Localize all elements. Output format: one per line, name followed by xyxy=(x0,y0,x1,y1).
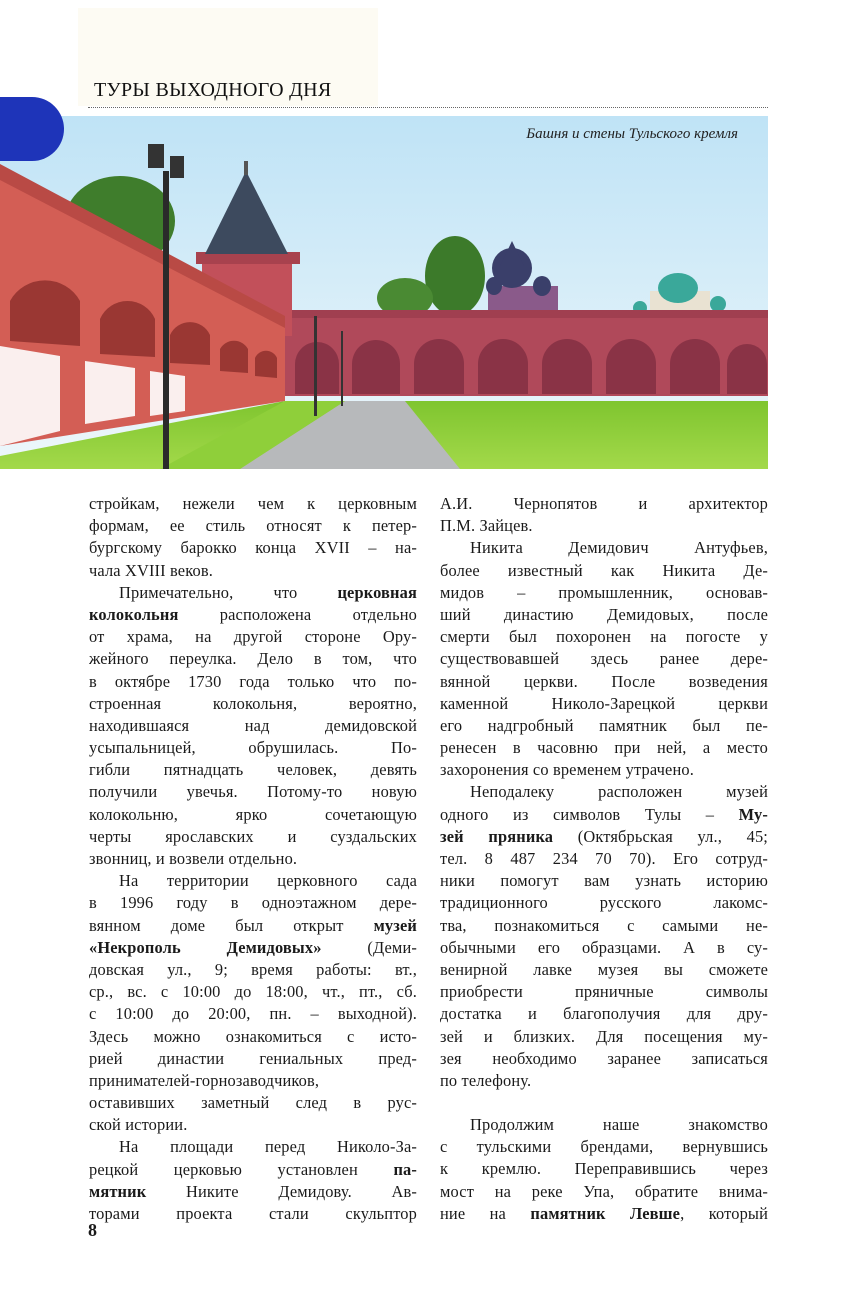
text-segment: достатка и благополучия для дру- xyxy=(440,1004,768,1024)
text-line xyxy=(89,715,417,737)
text-line xyxy=(440,493,768,515)
text-line xyxy=(440,1070,768,1092)
bold-text: церковная xyxy=(337,582,417,602)
text-line xyxy=(89,848,417,870)
text-line xyxy=(89,1136,417,1158)
text-line xyxy=(89,826,417,848)
text-line xyxy=(440,515,768,537)
text-segment: рецкой церковью установлен xyxy=(89,1159,394,1179)
text-line xyxy=(440,537,768,559)
text-segment: вянном доме был открыт xyxy=(89,915,374,935)
text-segment: Никите Демидову. Ав- xyxy=(146,1181,417,1201)
text-line xyxy=(89,870,417,892)
text-line xyxy=(440,892,768,914)
text-line xyxy=(89,892,417,914)
text-line xyxy=(89,737,417,759)
text-segment: мост на реке Упа, обратите внима- xyxy=(440,1181,768,1201)
text-line xyxy=(440,1158,768,1180)
text-line xyxy=(440,582,768,604)
text-segment: ший династию Демидовых, после xyxy=(440,604,768,624)
text-line xyxy=(440,937,768,959)
text-segment: ср., вс. с 10:00 до 18:00, чт., пт., сб. xyxy=(89,982,417,1002)
text-segment: в октябре 1730 года только что по- xyxy=(89,671,417,691)
text-segment: к кремлю. Переправившись через xyxy=(440,1159,768,1179)
text-segment: (Октябрьская ул., 45; xyxy=(553,826,768,846)
text-segment: довская ул., 9; время работы: вт., xyxy=(89,959,417,979)
bold-text: колокольня xyxy=(89,604,179,624)
text-segment: приобрести пряничные символы xyxy=(440,982,768,1002)
photo-caption: Башня и стены Тульского кремля xyxy=(526,126,738,142)
text-line xyxy=(89,1092,417,1114)
right-text-column xyxy=(440,493,768,1225)
text-line xyxy=(89,937,417,959)
bold-text: па- xyxy=(393,1159,417,1179)
text-line xyxy=(440,915,768,937)
text-line xyxy=(89,781,417,803)
text-line xyxy=(440,648,768,670)
text-segment: традиционного русского лакомс- xyxy=(440,893,768,913)
text-segment: получили увечья. Потому-то новую xyxy=(89,782,417,802)
text-segment: тел. 8 487 234 70 70). Его сотруд- xyxy=(440,849,768,868)
text-line xyxy=(440,1203,768,1225)
text-segment: На территории церковного сада xyxy=(119,871,417,891)
text-line xyxy=(440,604,768,626)
text-line xyxy=(89,1114,417,1136)
bold-text: зей пряника xyxy=(440,826,554,846)
text-segment: одного из символов Тулы – xyxy=(440,804,739,824)
text-line xyxy=(440,1026,768,1048)
text-segment: рией династии гениальных пред- xyxy=(89,1048,417,1068)
text-segment: формам, ее стиль относят к петер- xyxy=(89,516,417,536)
text-segment: захоронения со временем утрачено. xyxy=(440,760,694,780)
text-line xyxy=(89,671,417,693)
text-line xyxy=(440,959,768,981)
text-line xyxy=(440,626,768,648)
text-line xyxy=(440,1003,768,1025)
text-segment: гибли пятнадцать человек, девять xyxy=(89,760,417,780)
kremlin-photo xyxy=(0,116,768,469)
text-segment: находившаяся над демидовской xyxy=(89,715,417,735)
text-segment: усыпальницей, обрушилась. По- xyxy=(89,738,417,758)
text-segment: с 10:00 до 20:00, пн. – выходной). xyxy=(89,1004,417,1024)
chapter-tab xyxy=(0,97,64,161)
text-line xyxy=(440,781,768,803)
text-segment: Неподалеку расположен музей xyxy=(470,782,768,802)
text-segment: бургскому барокко конца XVII – на- xyxy=(89,538,417,558)
text-line xyxy=(440,1048,768,1070)
text-line xyxy=(89,515,417,537)
text-segment: более известный как Никита Де- xyxy=(440,560,768,580)
text-line xyxy=(89,560,417,582)
text-line xyxy=(89,1048,417,1070)
text-segment: ской истории. xyxy=(89,1115,188,1135)
text-segment: А.И. Чернопятов и архитектор xyxy=(440,494,768,513)
bold-text: памятник Левше xyxy=(530,1203,681,1223)
text-segment: оставивших заметный след в рус- xyxy=(89,1093,417,1113)
bold-text: Му- xyxy=(738,804,768,824)
bold-text: музей xyxy=(373,915,417,935)
left-text-column xyxy=(89,493,417,1225)
text-line xyxy=(440,1114,768,1136)
text-line xyxy=(440,671,768,693)
text-line xyxy=(89,693,417,715)
text-segment: венирной лавке музея вы сможете xyxy=(440,959,768,979)
text-segment: с тульскими брендами, вернувшись xyxy=(440,1137,768,1157)
text-line xyxy=(440,848,768,870)
text-line xyxy=(89,604,417,626)
text-line xyxy=(440,715,768,737)
text-line xyxy=(89,959,417,981)
text-line xyxy=(89,1070,417,1092)
text-segment: мидов – промышленник, основав- xyxy=(440,582,768,602)
text-segment: ние на xyxy=(440,1203,531,1223)
text-segment: существовавшей здесь ранее дере- xyxy=(440,649,768,669)
text-line xyxy=(440,560,768,582)
text-segment: черты ярославских и суздальских xyxy=(89,826,417,846)
text-segment: зея необходимо заранее записаться xyxy=(440,1048,768,1068)
text-segment: торами проекта стали скульптор xyxy=(89,1204,417,1223)
text-line xyxy=(89,981,417,1003)
text-segment: принимателей-горнозаводчиков, xyxy=(89,1070,320,1090)
text-line xyxy=(440,1181,768,1203)
text-segment: Продолжим наше знакомство xyxy=(470,1115,768,1135)
text-line xyxy=(440,826,768,848)
text-segment: расположена отдельно xyxy=(178,604,417,624)
text-line xyxy=(440,981,768,1003)
header-divider xyxy=(88,107,768,108)
text-segment: (Деми- xyxy=(321,937,417,957)
text-segment: жейного переулка. Дело в том, что xyxy=(89,649,417,669)
text-segment: Никита Демидович Антуфьев, xyxy=(470,538,768,558)
text-line xyxy=(89,1203,417,1225)
text-segment: стройкам, нежели чем к церковным xyxy=(89,494,417,513)
text-line xyxy=(89,582,417,604)
text-line xyxy=(440,804,768,826)
text-segment: строенная колокольня, вероятно, xyxy=(89,693,417,713)
text-segment: от храма, на другой стороне Ору- xyxy=(89,627,417,647)
text-segment: Здесь можно ознакомиться с исто- xyxy=(89,1026,417,1046)
text-segment: , который xyxy=(680,1203,768,1223)
text-segment: по телефону. xyxy=(440,1070,532,1090)
text-segment: звонниц, и возвели отдельно. xyxy=(89,849,298,868)
text-line xyxy=(89,1003,417,1025)
text-segment: ренесен в часовню при ней, а место xyxy=(440,738,768,758)
text-segment: тва, познакомиться с самыми не- xyxy=(440,915,768,935)
text-segment: чала XVIII веков. xyxy=(89,560,213,580)
text-line xyxy=(440,693,768,715)
text-line xyxy=(440,759,768,781)
text-segment: ники помогут вам узнать историю xyxy=(440,871,768,891)
text-segment: П.М. Зайцев. xyxy=(440,516,533,536)
text-line xyxy=(89,537,417,559)
bold-text: «Некрополь Демидовых» xyxy=(89,937,322,957)
text-line xyxy=(89,1026,417,1048)
text-segment: вянной церкви. После возведения xyxy=(440,671,768,691)
page-number: 8 xyxy=(88,1220,97,1240)
text-line xyxy=(440,870,768,892)
text-segment: Примечательно, что xyxy=(119,582,338,602)
text-segment: смерти был похоронен на погосте у xyxy=(440,627,768,647)
section-title: ТУРЫ ВЫХОДНОГО ДНЯ xyxy=(94,79,332,101)
text-line xyxy=(89,759,417,781)
paragraph-gap xyxy=(440,1092,768,1114)
text-line xyxy=(440,1136,768,1158)
text-line xyxy=(89,1181,417,1203)
text-segment: колокольню, ярко сочетающую xyxy=(89,804,417,824)
text-line xyxy=(89,626,417,648)
text-line xyxy=(89,648,417,670)
text-line xyxy=(440,737,768,759)
text-line xyxy=(89,493,417,515)
bold-text: мятник xyxy=(89,1181,147,1201)
text-line xyxy=(89,804,417,826)
text-segment: в 1996 году в одноэтажном дере- xyxy=(89,893,417,913)
text-segment: обычными его образцами. А в су- xyxy=(440,937,768,957)
text-segment: На площади перед Николо-За- xyxy=(119,1137,417,1157)
text-segment: зей и близких. Для посещения му- xyxy=(440,1026,768,1046)
text-line xyxy=(89,1159,417,1181)
text-segment: каменной Николо-Зарецкой церкви xyxy=(440,693,768,713)
text-segment: его надгробный памятник был пе- xyxy=(440,715,768,735)
text-line xyxy=(89,915,417,937)
